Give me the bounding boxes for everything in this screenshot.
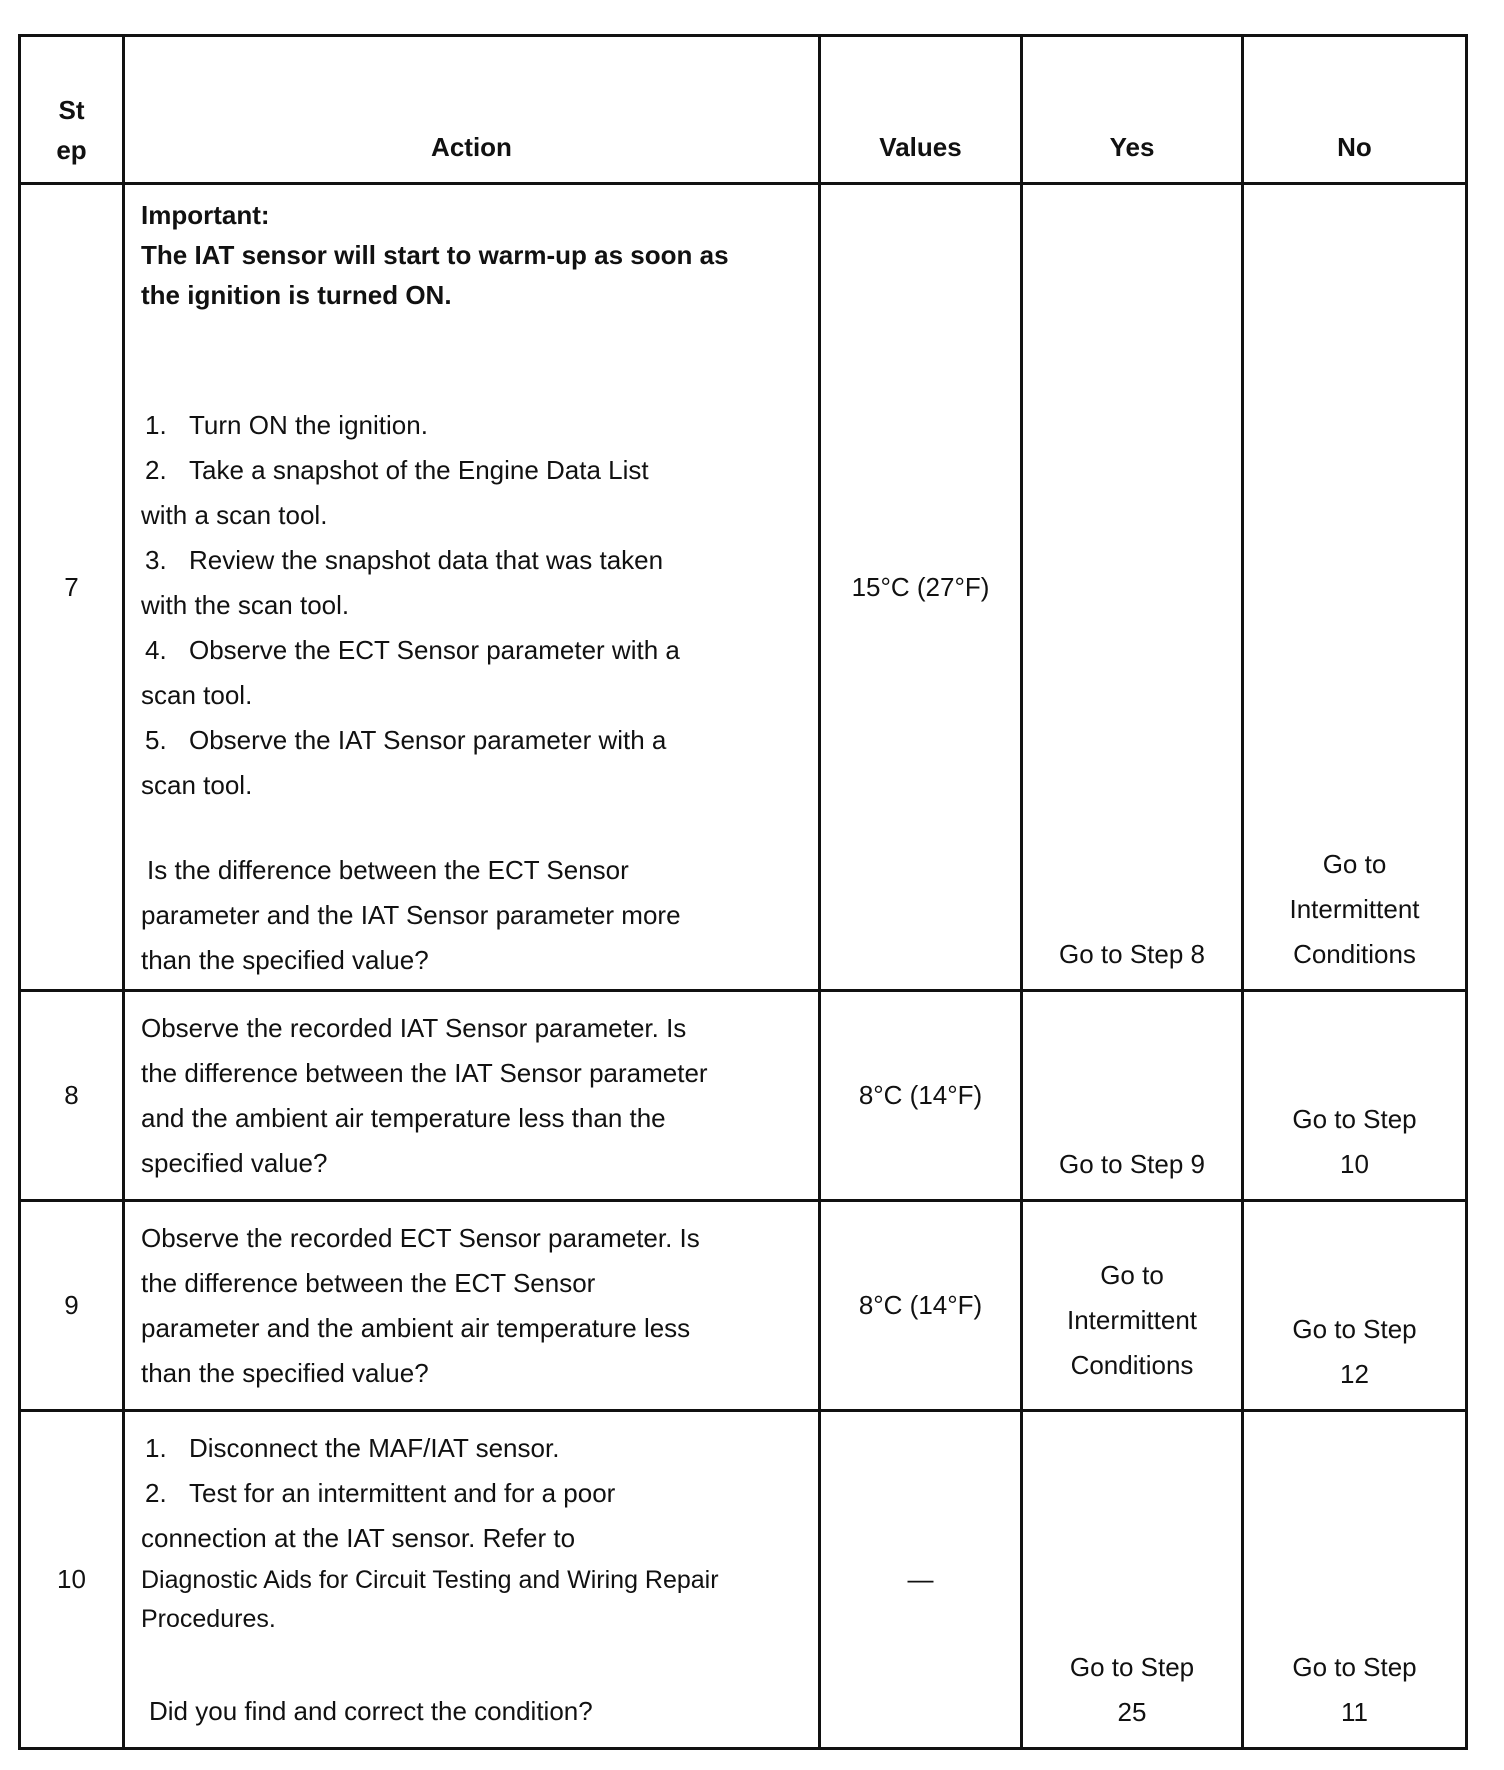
step-number: 8 — [20, 991, 124, 1201]
value-cell: 8°C (14°F) — [820, 1201, 1022, 1411]
value-cell: — — [820, 1411, 1022, 1749]
no-cell: Go to Intermittent Conditions — [1243, 184, 1467, 991]
header-no: No — [1243, 36, 1467, 184]
table-row — [20, 991, 1467, 1201]
action-cell: Observe the recorded ECT Sensor parameter. Is the difference between the ECT Sensor parameter and the ambient air temperature less than the specified value? — [124, 1201, 820, 1411]
header-row — [20, 36, 1467, 184]
list-item: 4. Observe the ECT Sensor parameter with a — [145, 635, 680, 665]
header-action: Action — [124, 36, 820, 184]
question: Did you find and correct the condition? — [149, 1695, 593, 1726]
header-values: Values — [820, 36, 1022, 184]
important-text: The IAT sensor will start to warm-up as soon as the ignition is turned ON. — [141, 240, 729, 310]
header-step: St ep — [20, 36, 124, 184]
value-cell: 15°C (27°F) — [820, 184, 1022, 991]
list-item: 1. Disconnect the MAF/IAT sensor. — [145, 1432, 560, 1463]
yes-cell: Go to Intermittent Conditions — [1022, 1201, 1243, 1411]
action-cell: Important: The IAT sensor will start to warm-up as soon as the ignition is turned ON. 1. Turn ON the ignition. 2. Take a snapshot of the Engine Data List with a scan tool. 3. Review the snapshot data that was taken with the scan tool. 4. Observe the ECT Sensor parameter with a scan tool. 5. Observe the IAT Sensor parameter with a scan tool. Is the difference between the ECT Sensor parameter and the IAT Sensor parameter more than the specified value? — [124, 184, 820, 991]
important-label: Important: — [141, 200, 270, 230]
no-cell: Go to Step 12 — [1243, 1201, 1467, 1411]
value-cell: 8°C (14°F) — [820, 991, 1022, 1201]
list-item: 3. Review the snapshot data that was taken — [145, 545, 664, 575]
list-item: 5. Observe the IAT Sensor parameter with a — [145, 725, 667, 755]
table-row — [20, 184, 1467, 991]
step-number: 9 — [20, 1201, 124, 1411]
step-number: 7 — [20, 184, 124, 991]
table-row — [20, 1201, 1467, 1411]
list-item: 2. Take a snapshot of the Engine Data List — [145, 455, 649, 485]
reference-link: Diagnostic Aids for Circuit Testing and Wiring Repair Procedures. — [141, 1565, 719, 1633]
list-item: 1. Turn ON the ignition. — [145, 410, 428, 440]
yes-cell: Go to Step 25 — [1022, 1411, 1243, 1749]
list-item: 2. Test for an intermittent and for a poor — [145, 1477, 616, 1508]
yes-cell: Go to Step 9 — [1022, 991, 1243, 1201]
table-row — [20, 1411, 1467, 1749]
no-cell: Go to Step 11 — [1243, 1411, 1467, 1749]
diagnostic-table — [18, 34, 1468, 1750]
header-yes: Yes — [1022, 36, 1243, 184]
question: Is the difference between the ECT Sensor parameter and the IAT Sensor parameter more than the specified value? — [141, 855, 681, 975]
action-cell: Observe the recorded IAT Sensor parameter. Is the difference between the IAT Sensor parameter and the ambient air temperature less than the specified value? — [124, 991, 820, 1201]
no-cell: Go to Step 10 — [1243, 991, 1467, 1201]
action-cell: 1. Disconnect the MAF/IAT sensor. 2. Test for an intermittent and for a poor connection at the IAT sensor. Refer to Diagnostic Aids for Circuit Testing and Wiring Repair Procedures. Did you find and correct the condition? — [124, 1411, 820, 1749]
yes-cell: Go to Step 8 — [1022, 184, 1243, 991]
step-number: 10 — [20, 1411, 124, 1749]
